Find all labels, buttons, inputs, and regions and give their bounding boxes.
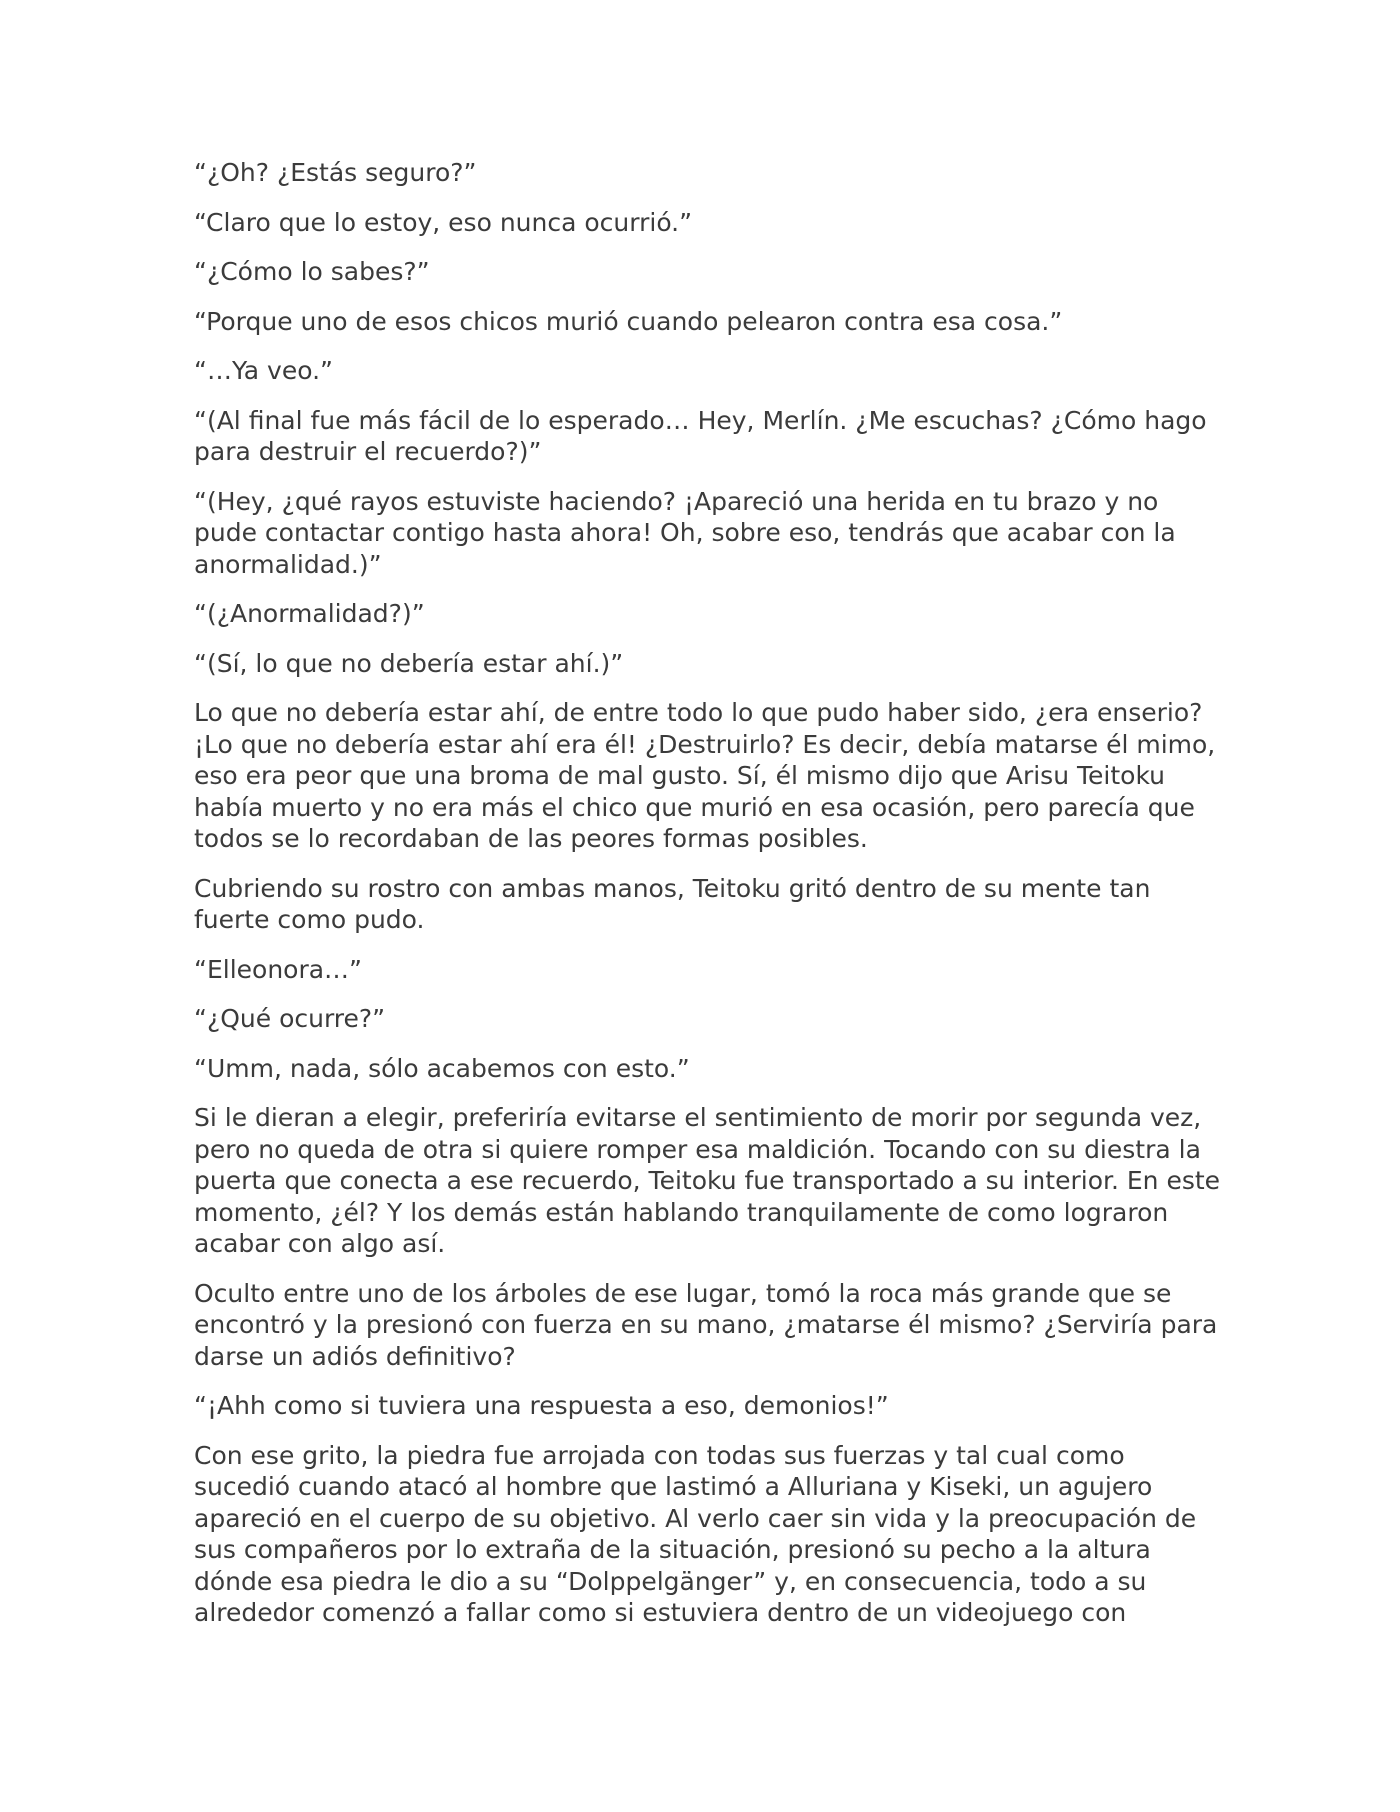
paragraph: “Porque uno de esos chicos murió cuando pelearon contra esa cosa.”	[194, 306, 1063, 336]
paragraph: “(Sí, lo que no debería estar ahí.)”	[194, 648, 624, 678]
paragraph: “…Ya veo.”	[194, 356, 333, 385]
document-body	[194, 157, 1224, 1647]
paragraph: “Claro que lo estoy, eso nunca ocurrió.”	[194, 207, 693, 237]
paragraph: Cubriendo su rostro con ambas manos, Teitoku gritó dentro de su mente tan fuerte como pudo.	[194, 873, 1151, 934]
paragraph: “¿Cómo lo sabes?”	[194, 257, 430, 286]
paragraph: “¡Ahh como si tuviera una respuesta a eso, demonios!”	[194, 1391, 889, 1420]
paragraph: Lo que no debería estar ahí, de entre todo lo que pudo haber sido, ¿era enserio? ¡Lo que no debería estar ahí era él! ¿Destruirlo? Es decir, debía matarse él mimo, eso era peor que una broma de mal gusto. Sí, él mismo dijo que Arisu Teitoku había muerto y no era más el chico que murió en esa ocasión, pero parecía que todos se lo recordaban de las peores formas posibles.	[194, 698, 1216, 853]
paragraph: “¿Oh? ¿Estás seguro?”	[194, 158, 477, 187]
paragraph: Si le dieran a elegir, preferiría evitarse el sentimiento de morir por segunda vez, pero no queda de otra si quiere romper esa maldición. Tocando con su diestra la puerta que conecta a ese recuerdo, Teitoku fue transportado a su interior. En este momento, ¿él? Y los demás están hablando tranquilamente de como lograron acabar con algo así.	[194, 1103, 1221, 1258]
paragraph: “(Hey, ¿qué rayos estuviste haciendo? ¡Apareció una herida en tu brazo y no pude contactar contigo hasta ahora! Oh, sobre eso, tendrás que acabar con la anormalidad.)”	[194, 486, 1176, 579]
paragraph: “Elleonora…”	[194, 954, 363, 984]
paragraph: “(¿Anormalidad?)”	[194, 599, 425, 628]
paragraph: Con ese grito, la piedra fue arrojada con todas sus fuerzas y tal cual como sucedió cuando atacó al hombre que lastimó a Alluriana y Kiseki, un agujero apareció en el cuerpo de su objetivo. Al verlo caer sin vida y la preocupación de sus compañeros por lo extraña de la situación, presionó su pecho a la altura dónde esa piedra le dio a su “Dolppelgänger” y, en consecuencia, todo a su alrededor comenzó a fallar como si estuviera dentro de un videojuego con	[194, 1440, 1197, 1627]
paragraph: “Umm, nada, sólo acabemos con esto.”	[194, 1053, 690, 1083]
paragraph: Oculto entre uno de los árboles de ese lugar, tomó la roca más grande que se encontró y la presionó con fuerza en su mano, ¿matarse él mismo? ¿Serviría para darse un adiós definitivo?	[194, 1278, 1218, 1371]
paragraph: “¿Qué ocurre?”	[194, 1004, 386, 1033]
paragraph: “(Al final fue más fácil de lo esperado… Hey, Merlín. ¿Me escuchas? ¿Cómo hago para destruir el recuerdo?)”	[194, 405, 1207, 466]
